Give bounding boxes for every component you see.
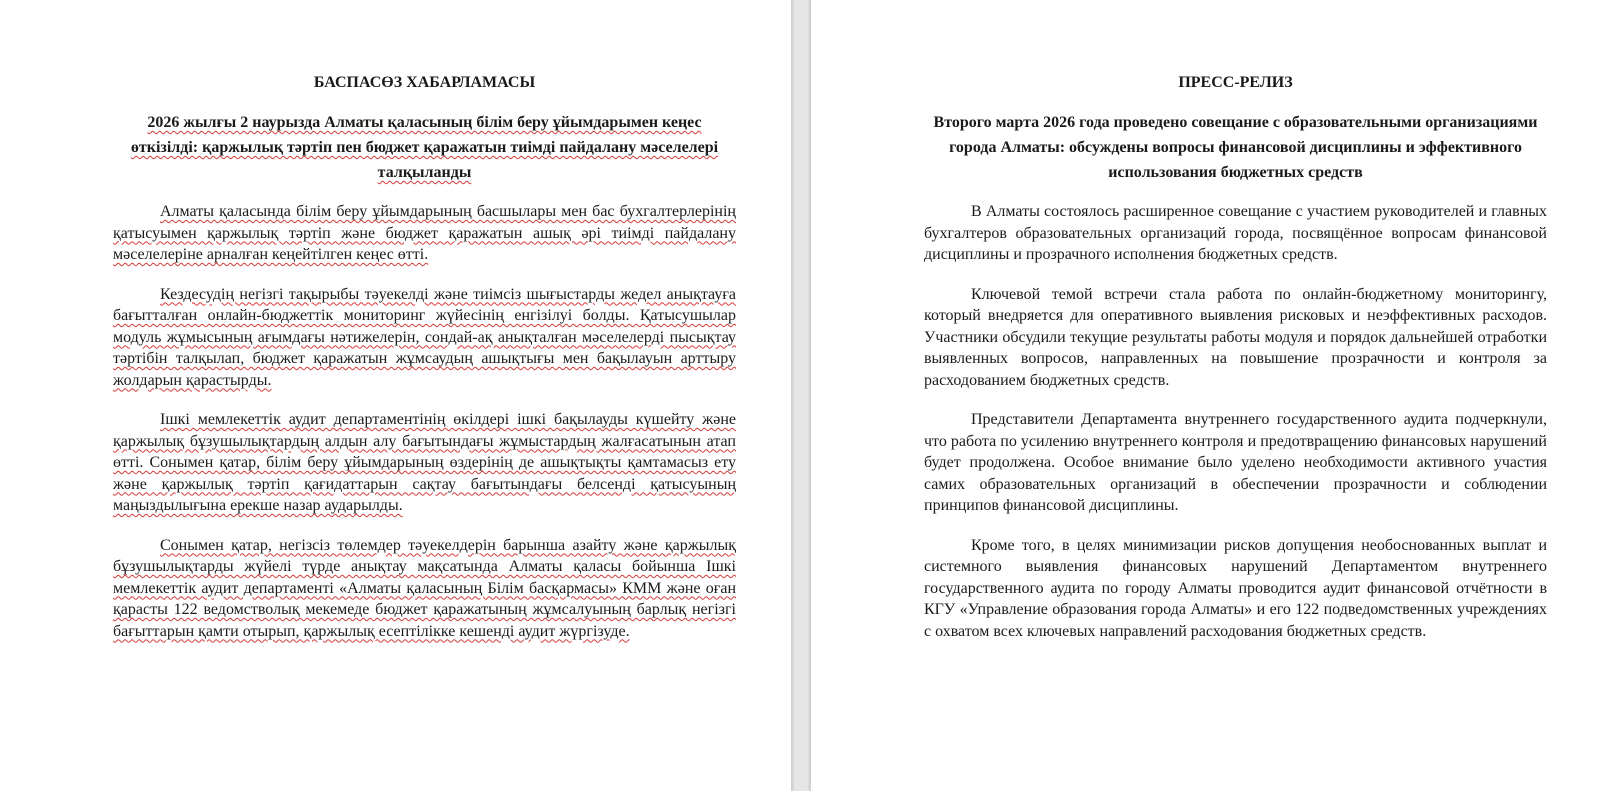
page-content (113, 72, 736, 660)
press-release-title: БАСПАСӨЗ ХАБАРЛАМАСЫ (313, 74, 536, 91)
press-release-title: ПРЕСС-РЕЛИЗ (1178, 74, 1293, 91)
document-page-kazakh[interactable] (0, 0, 792, 791)
page-content (924, 72, 1547, 660)
body-paragraph: Кездесудің негізгі тақырыбы тәуекелді және тиімсіз шығыстарды жедел анықтауға бағытталған онлайн-бюджеттік мониторинг жүйесінің енгізілуі болды. Қатысушылар модуль жұмысының ағымдағы нәтижелерін, сондай-ақ анықталған мәселелерді пысықтау тәртібін талқылап, бюджет қаражатын жұмсаудың ашықтығы мен бақылауын арттыру жолдарын қарастырды. (113, 285, 736, 389)
body-paragraph: Кроме того, в целях минимизации рисков допущения необоснованных выплат и системного выявления финансовых нарушений Департаментом внутреннего государственного аудита по городу Алматы проводится аудит финансовой отчётности в КГУ «Управление образования города Алматы» и его 122 подведомственных учреждениях с охватом всех ключевых направлений расходования бюджетных средств. (924, 536, 1547, 640)
press-release-subtitle: 2026 жылғы 2 наурызда Алматы қаласының білім беру ұйымдарымен кеңес өткізілді: қаржылық тәртіп пен бюджет қаражатын тиімді пайдалану мәселелері талқыланды (130, 114, 719, 181)
body-paragraph: Алматы қаласында білім беру ұйымдарының басшылары мен бас бухгалтерлерінің қатысуымен қаржылық тәртіп және бюджет қаражатын ашық әрі тиімді пайдалану мәселелеріне арналған кеңейтілген кеңес өтті. (113, 203, 736, 263)
body-paragraph: Сонымен қатар, негізсіз төлемдер тәуекелдерін барынша азайту және қаржылық бұзушылықтарды жүйелі түрде анықтау мақсатында Алматы қаласы бойынша Ішкі мемлекеттік аудит департаменті «Алматы қаласының Білім басқармасы» КММ және оған қарасты 122 ведомстволық мекемеде бюджет қаражатының жұмсалуының барлық негізгі бағыттарын қамти отырып, қаржылық есептілікке кешенді аудит жүргізуде. (113, 536, 736, 640)
document-page-russian[interactable] (810, 0, 1603, 791)
body-paragraph: Ішкі мемлекеттік аудит департаментінің өкілдері ішкі бақылауды күшейту және қаржылық бұзушылықтардың алдын алу бағытындағы жұмыстардың жалғасатынын атап өтті. Сонымен қатар, білім беру ұйымдарының өздерінің де ашықтықты қамтамасыз ету және қаржылық тәртіп қағидаттарын сақтау бағытындағы белсенді қатысуының маңыздылығына ерекше назар аударылды. (113, 411, 736, 514)
press-release-subtitle: Второго марта 2026 года проведено совещание с образовательными организациями города Алматы: обсуждены вопросы финансовой дисциплины и эффективного использования бюджетных средств (933, 114, 1538, 181)
body-paragraph: Ключевой темой встречи стала работа по онлайн-бюджетному мониторингу, который внедряется для оперативного выявления рисковых и неэффективных расходов. Участники обсудили текущие результаты работы модуля и порядок дальнейшей отработки выявленных вопросов, направленных на повышение прозрачности и контроля за расходованием бюджетных средств. (924, 285, 1547, 389)
body-paragraph: Представители Департамента внутреннего государственного аудита подчеркнули, что работа по усилению внутреннего контроля и предотвращению финансовых нарушений будет продолжена. Особое внимание было уделено необходимости активного участия самих образовательных организаций в обеспечении прозрачности и соблюдении принципов финансовой дисциплины. (924, 411, 1547, 514)
body-paragraph: В Алматы состоялось расширенное совещание с участием руководителей и главных бухгалтеров образовательных организаций города, посвящённое вопросам финансовой дисциплины и прозрачного исполнения бюджетных средств. (924, 203, 1547, 263)
